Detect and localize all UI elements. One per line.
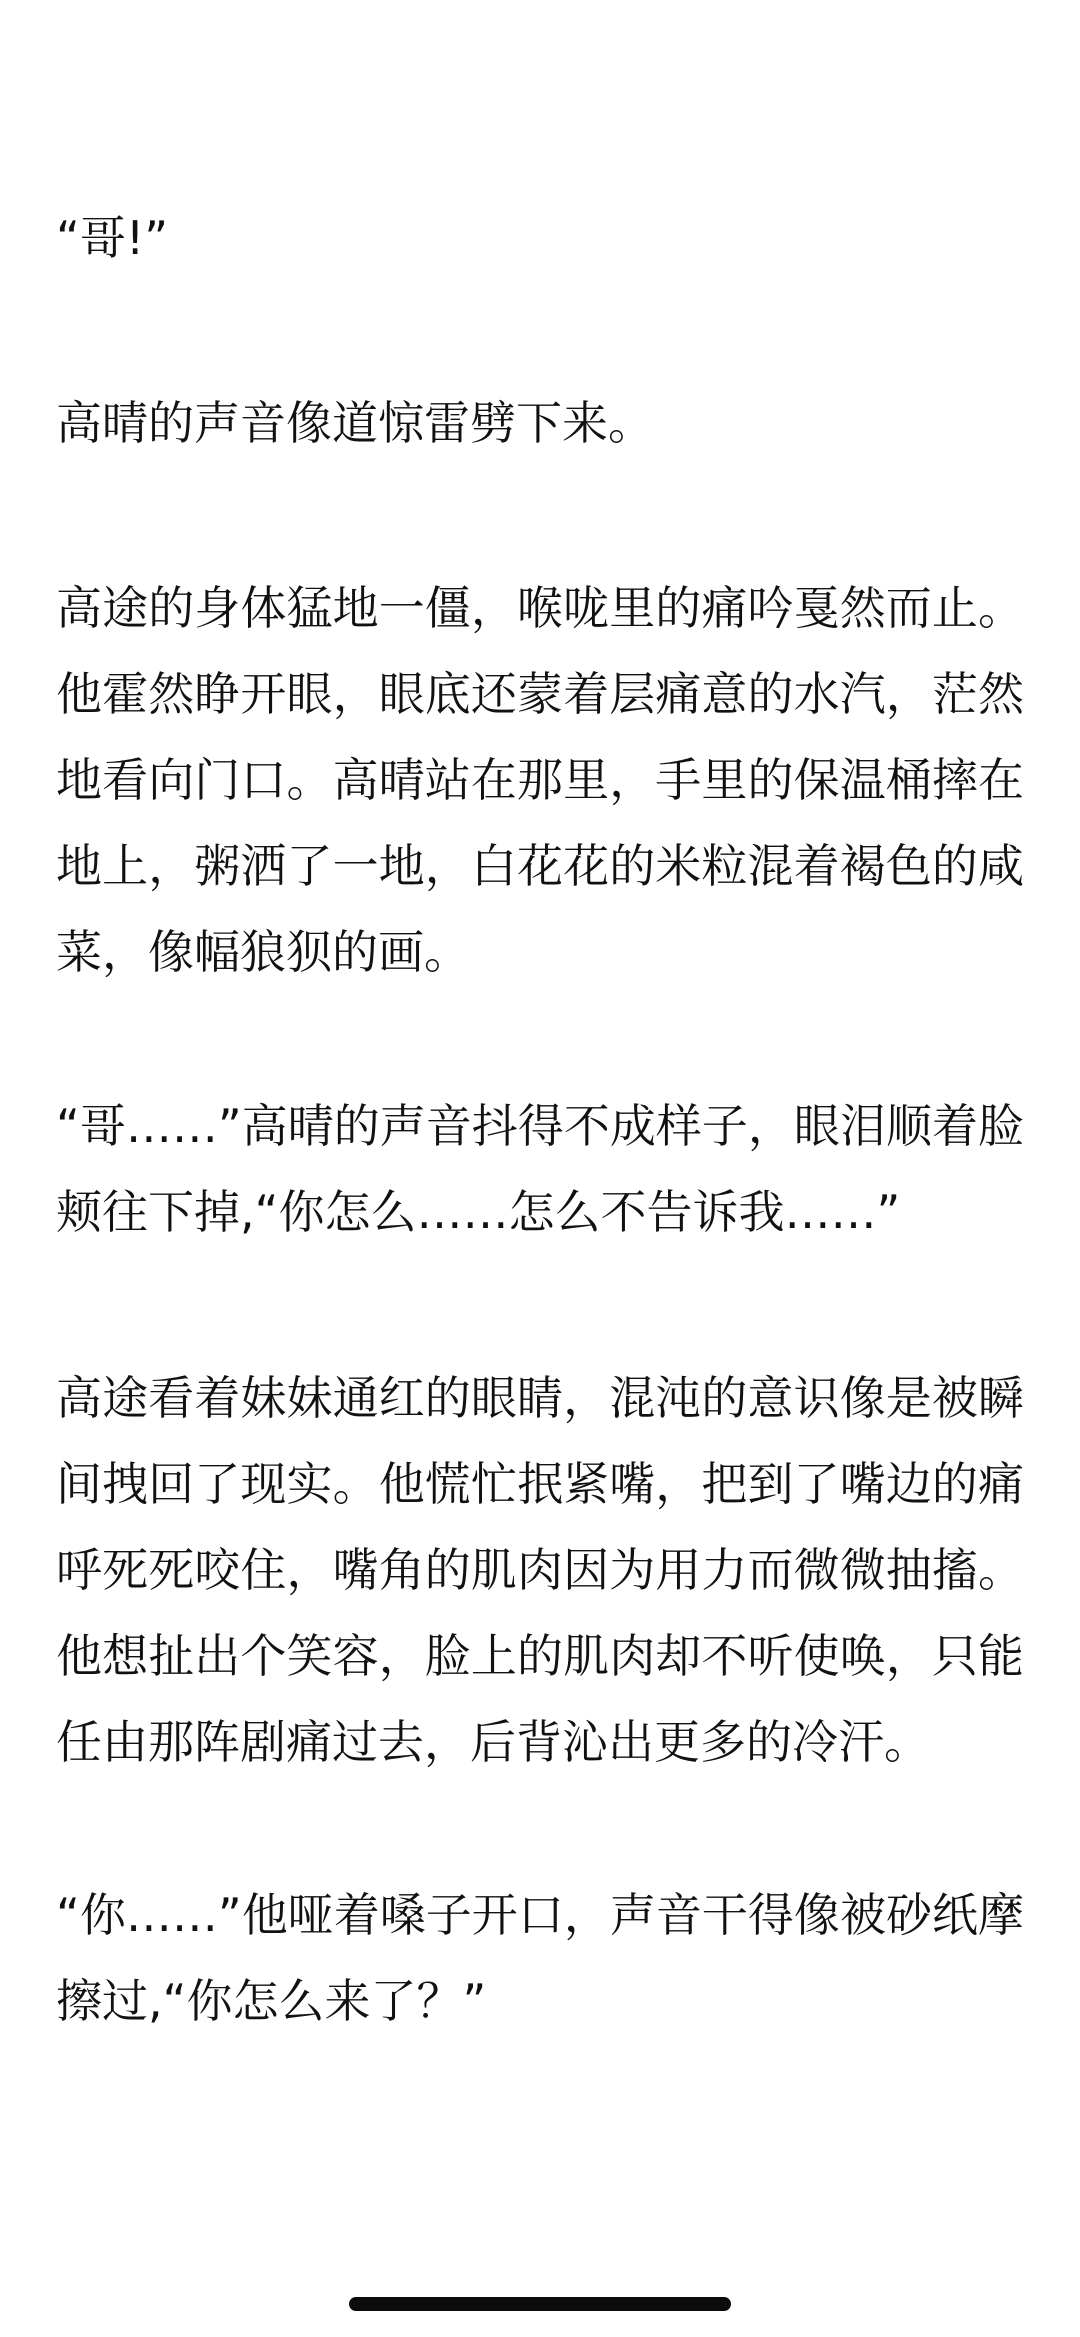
- paragraph-1: “哥!”: [56, 211, 169, 265]
- paragraph-5: 高途看着妹妹通红的眼睛，混沌的意识像是被瞬间拽回了现实。他慌忙抿紧嘴，把到了嘴边的痛呼死死咬住，嘴角的肌肉因为用力而微微抽搐。他想扯出个笑容，脸上的肌肉却不听使唤，只能任由那阵剧痛过去，后背沁出更多的冷汗。: [56, 1371, 1024, 1769]
- paragraph-6: “你……”他哑着嗓子开口，声音干得像被砂纸摩擦过,“你怎么来了？”: [56, 1888, 1024, 2028]
- paragraph-2: 高晴的声音像道惊雷劈下来。: [56, 396, 654, 450]
- paragraph-3: 高途的身体猛地一僵，喉咙里的痛吟戛然而止。他霍然睁开眼，眼底还蒙着层痛意的水汽，茫然地看向门口。高晴站在那里，手里的保温桶摔在地上，粥洒了一地，白花花的米粒混着褐色的咸菜，像幅狼狈的画。: [56, 581, 1024, 979]
- home-indicator[interactable]: [349, 2297, 731, 2311]
- paragraph-4: “哥……”高晴的声音抖得不成样子，眼泪顺着脸颊往下掉,“你怎么……怎么不告诉我……”: [56, 1099, 1024, 1239]
- reader-page: [56, 0, 1024, 2337]
